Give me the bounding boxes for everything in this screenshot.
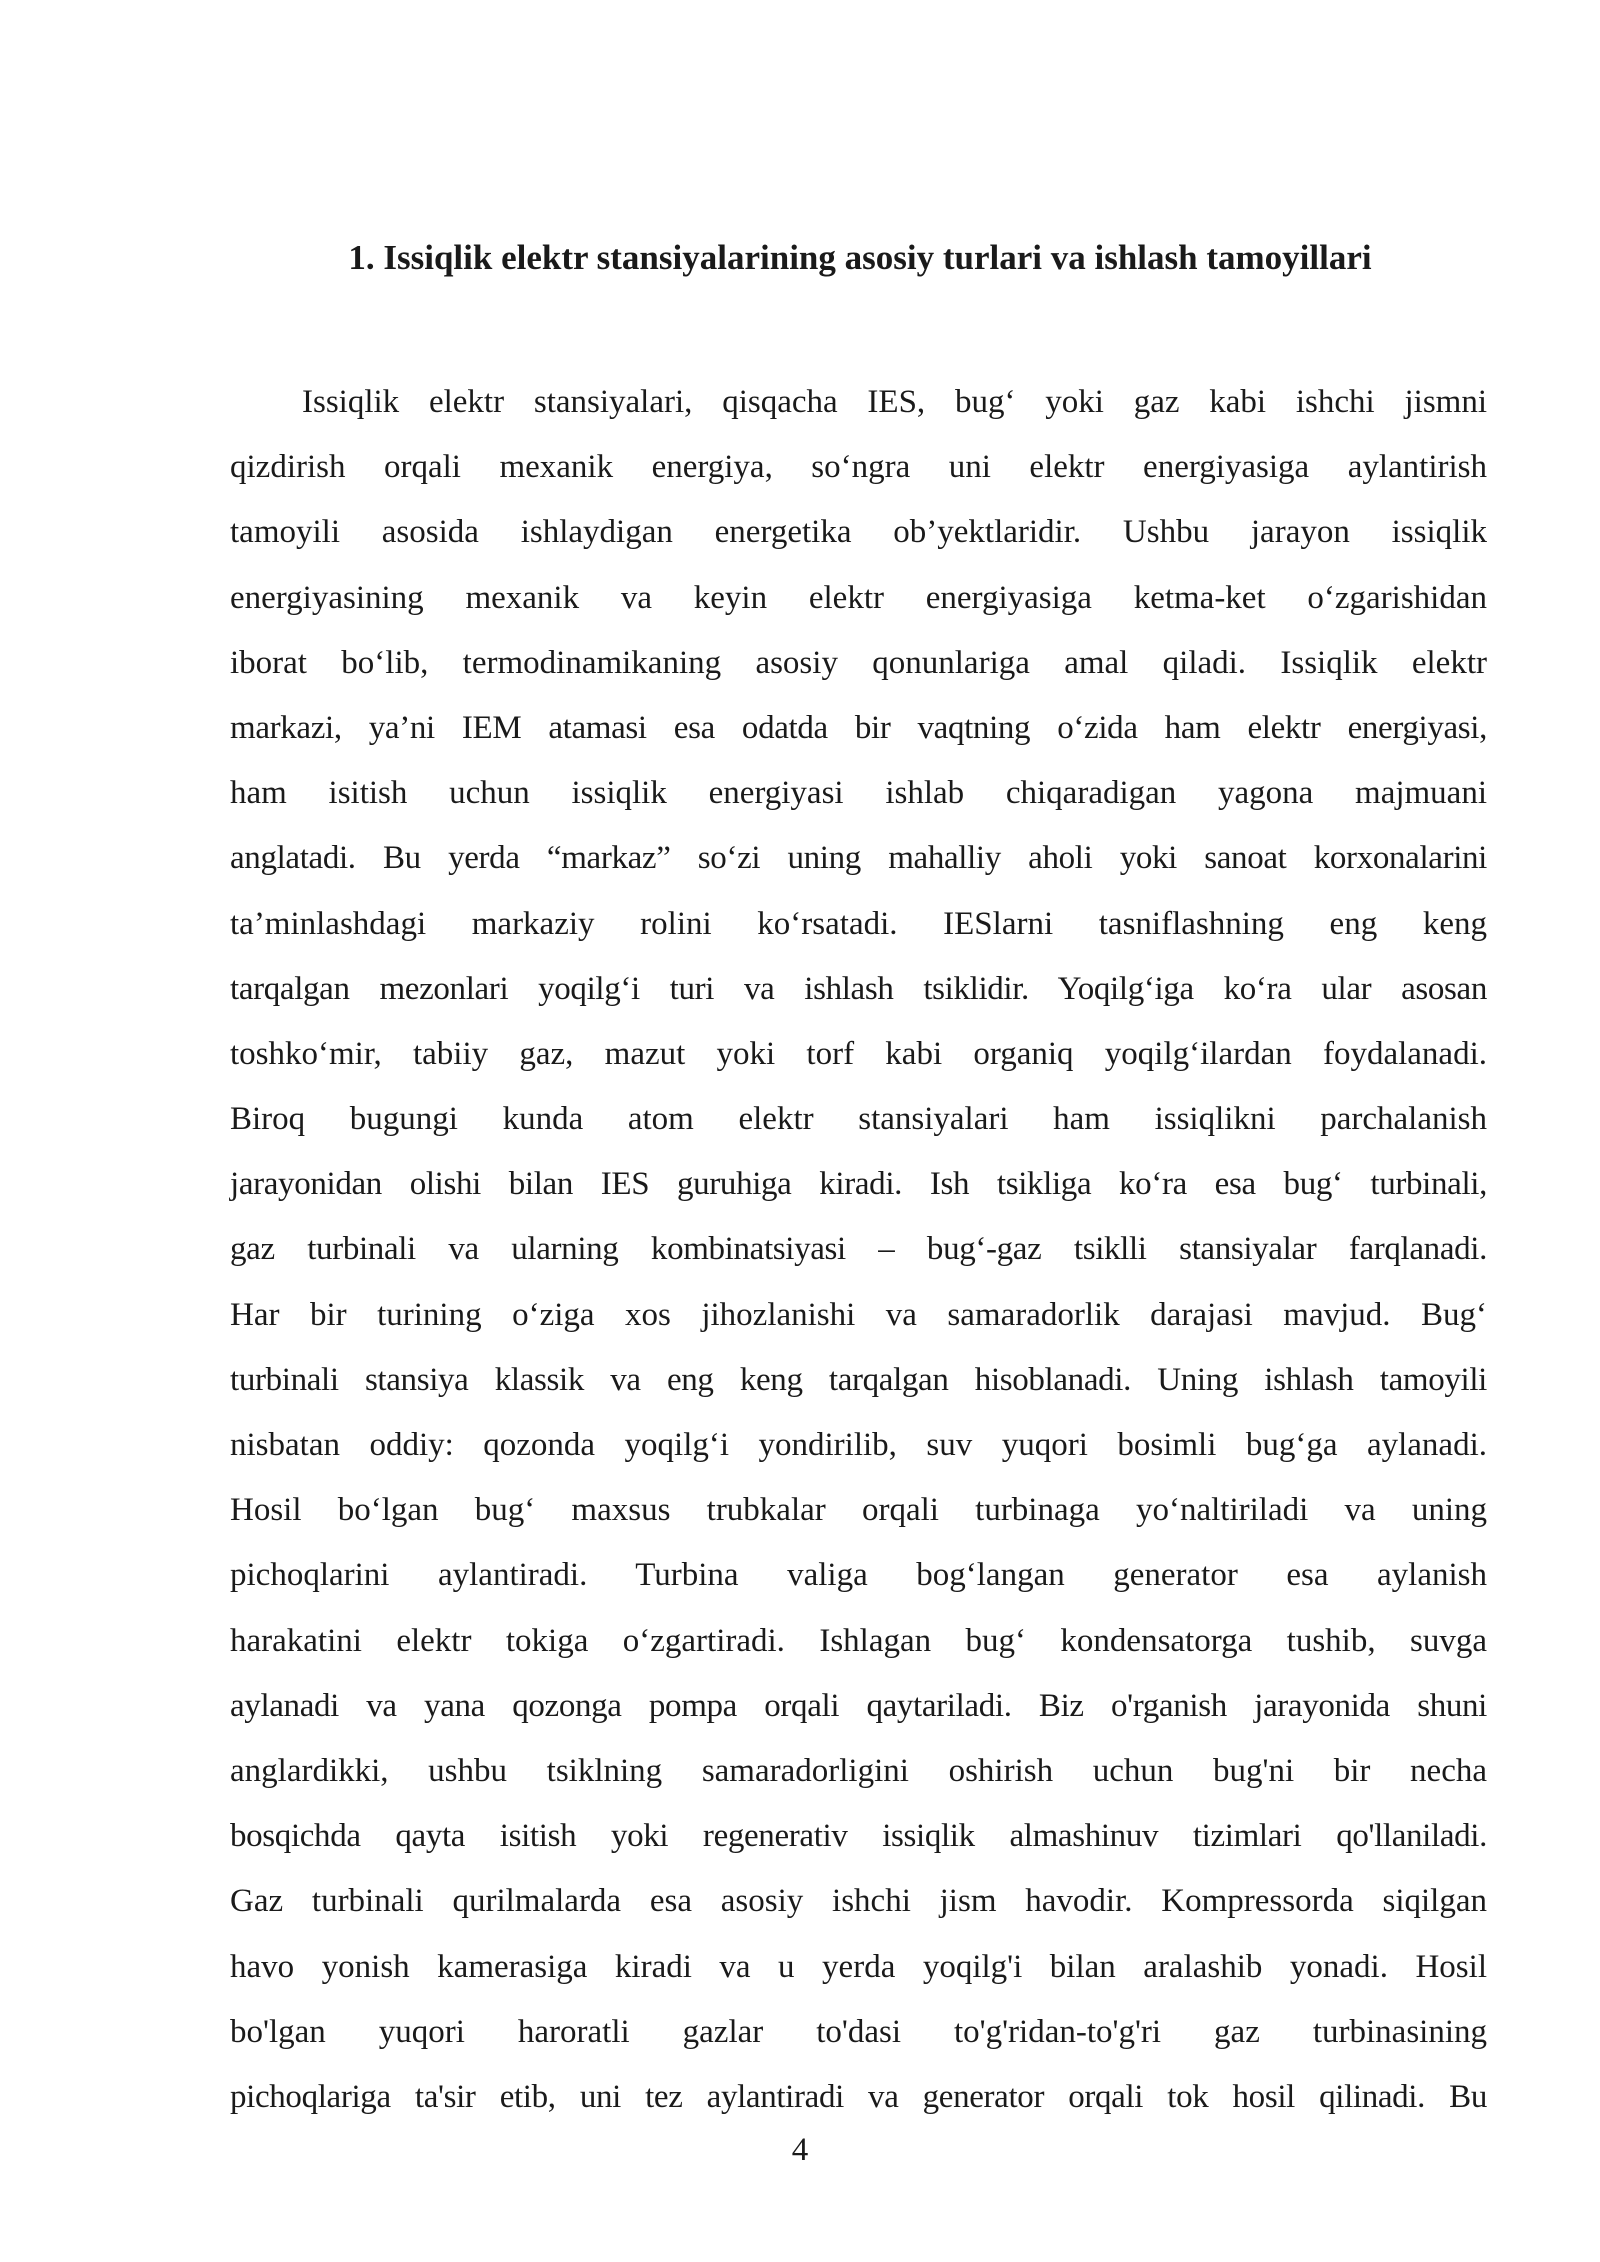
text-line: ta’minlashdagi markaziy rolini ko‘rsatadi. IESlarni tasniflashning eng keng [230, 905, 1487, 942]
text-line: energiyasining mexanik va keyin elektr energiyasiga ketma-ket o‘zgarishidan [230, 579, 1487, 616]
text-line: Issiqlik elektr stansiyalari, qisqacha IES, bug‘ yoki gaz kabi ishchi jismni [302, 384, 1487, 420]
text-line: anglatadi. Bu yerda “markaz” so‘zi uning mahalliy aholi yoki sanoat korxonalarini [230, 840, 1487, 877]
text-line: Biroq bugungi kunda atom elektr stansiyalari ham issiqlikni parchalanish [230, 1101, 1487, 1138]
text-line: havo yonish kamerasiga kiradi va u yerda yoqilg'i bilan aralashib yonadi. Hosil [230, 1948, 1487, 1985]
text-line: ham isitish uchun issiqlik energiyasi ishlab chiqaradigan yagona majmuani [230, 775, 1487, 812]
text-line: bo'lgan yuqori haroratli gazlar to'dasi to'g'ridan-to'g'ri gaz turbinasining [230, 2013, 1487, 2050]
text-line: qizdirish orqali mexanik energiya, so‘ngra uni elektr energiyasiga aylantirish [230, 449, 1487, 486]
body-paragraph [230, 370, 1487, 2130]
text-line: tarqalgan mezonlari yoqilg‘i turi va ishlash tsiklidir. Yoqilg‘iga ko‘ra ular asosan [230, 970, 1487, 1007]
text-line: turbinali stansiya klassik va eng keng tarqalgan hisoblanadi. Uning ishlash tamoyili [230, 1361, 1487, 1398]
text-line: pichoqlariga ta'sir etib, uni tez aylantiradi va generator orqali tok hosil qilinadi. Bu [230, 2078, 1487, 2115]
text-line: aylanadi va yana qozonga pompa orqali qaytariladi. Biz o'rganish jarayonida shuni [230, 1687, 1487, 1724]
text-line: toshko‘mir, tabiiy gaz, mazut yoki torf kabi organiq yoqilg‘ilardan foydalanadi. [230, 1035, 1487, 1072]
section-heading: 1. Issiqlik elektr stansiyalarining asosiy turlari va ishlash tamoyillari [348, 238, 1372, 277]
text-line: Hosil bo‘lgan bug‘ maxsus trubkalar orqali turbinaga yo‘naltiriladi va uning [230, 1492, 1487, 1529]
text-line: Har bir turining o‘ziga xos jihozlanishi va samaradorlik darajasi mavjud. Bug‘ [230, 1296, 1487, 1333]
text-line: tamoyili asosida ishlaydigan energetika ob’yektlaridir. Ushbu jarayon issiqlik [230, 514, 1487, 551]
page-number: 4 [791, 2132, 809, 2168]
text-line: bosqichda qayta isitish yoki regenerativ issiqlik almashinuv tizimlari qo'llaniladi. [230, 1818, 1487, 1855]
text-line: pichoqlarini aylantiradi. Turbina valiga bog‘langan generator esa aylanish [230, 1557, 1487, 1594]
text-line: markazi, ya’ni IEM atamasi esa odatda bir vaqtning o‘zida ham elektr energiyasi, [230, 709, 1487, 746]
text-line: nisbatan oddiy: qozonda yoqilg‘i yondirilib, suv yuqori bosimli bug‘ga aylanadi. [230, 1427, 1487, 1463]
text-line: anglardikki, ushbu tsiklning samaradorligini oshirish uchun bug'ni bir necha [230, 1752, 1487, 1789]
text-line: Gaz turbinali qurilmalarda esa asosiy ishchi jism havodir. Kompressorda siqilgan [230, 1883, 1487, 1920]
text-line: jarayonidan olishi bilan IES guruhiga kiradi. Ish tsikliga ko‘ra esa bug‘ turbinali, [230, 1166, 1487, 1203]
text-line: gaz turbinali va ularning kombinatsiyasi – bug‘-gaz tsiklli stansiyalar farqlanadi. [230, 1231, 1487, 1268]
text-line: iborat bo‘lib, termodinamikaning asosiy qonunlariga amal qiladi. Issiqlik elektr [230, 644, 1487, 681]
text-line: harakatini elektr tokiga o‘zgartiradi. Ishlagan bug‘ kondensatorga tushib, suvga [230, 1622, 1487, 1659]
